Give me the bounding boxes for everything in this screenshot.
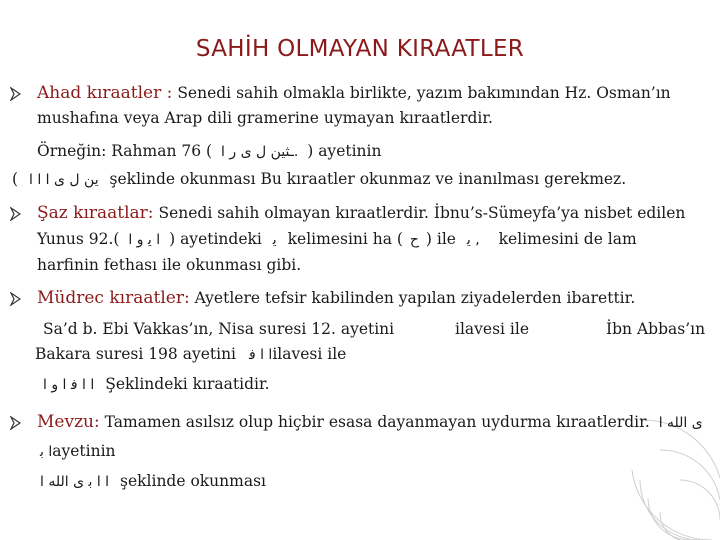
saz-line2-arabic-3: ح [409,232,419,248]
saz-text-1: Senedi sahih olmayan kıraatlerdir. İbnu’s-Sümeyfa’ya nisbet edilen [158,204,686,222]
mudrec-heading: Müdrec kıraatler: [37,288,190,308]
ahad-text-1: Senedi sahih olmakla birlikte, yazım bakımından Hz. Osman’ın [177,84,671,102]
saz-line2-arabic-2: ﻳ [272,232,277,248]
mevzu-line1-arabic: ى الله ا [658,415,703,431]
ahad-line-1 [37,82,671,104]
ahad-line4-arabic: ين ل ى ا ا ا [29,172,99,188]
page-title: SAHİH OLMAYAN KIRAATLER [195,36,525,62]
mudrec-line3-tail: ilavesi ile [272,345,347,363]
ahad-text-2: mushafına veya Arap dili gramerine uymayan kıraatlerdir. [37,109,493,127]
ahad-line4-open: ( [12,170,19,188]
mudrec-line2-c: İbn Abbas’ın [606,320,706,338]
mevzu-line3-text: şeklinde okunması [120,472,266,490]
ahad-example-arabic: ـثين ل ى ر ا. [221,144,299,160]
mudrec-line4-text: Şeklindeki kıraatidir. [105,375,270,393]
saz-line-1 [37,202,685,224]
mevzu-line2-text: ayetinin [52,442,116,460]
mudrec-line-4 [43,373,270,396]
mudrec-line-1 [37,287,635,309]
ahad-example-line [37,140,381,163]
ahad-example-lead: Örneğin: Rahman 76 ( [37,142,213,160]
saz-line2-arabic-4: ﻳ , [466,232,480,248]
saz-line2-mid-2: kelimesini ha ( [287,230,403,248]
ahad-example-tail: ) ayetinin [307,142,382,160]
ahad-line-4 [12,168,626,191]
saz-text-3: harfinin fethası ile okunması gibi. [37,256,302,274]
mudrec-line2-a: Sa’d b. Ebi Vakkas’ın, Nisa suresi 12. ayetini [43,320,395,338]
mevzu-line-2 [40,440,116,463]
arrow-bullet-icon [10,207,21,221]
mevzu-heading: Mevzu: [37,412,100,432]
arrow-bullet-icon [10,292,21,306]
mevzu-line-1 [37,411,703,434]
mudrec-line4-arabic: ا ا ﻓ ا و ا [43,377,95,393]
mudrec-line3-arabic: ا ا ﻓ [248,347,273,363]
arrow-bullet-icon [10,416,21,430]
saz-line2-tail: kelimesini de lam [498,230,637,248]
ahad-line4-text: şeklinde okunması Bu kıraatler okunmaz ve inanılması gerekmez. [109,170,627,188]
mevzu-line2-arabic: ا ﺑ [40,444,53,460]
mudrec-line-3 [35,343,346,366]
saz-heading: Şaz kıraatlar: [37,203,154,223]
saz-line2-lead: Yunus 92.( [37,230,120,248]
mudrec-line3-text: Bakara suresi 198 ayetini [35,345,237,363]
ahad-heading: Ahad kıraatler : [37,83,173,103]
mudrec-line2-b: ilavesi ile [455,320,530,338]
saz-line-2 [37,228,637,251]
saz-line2-arabic-1: ا ﻳ و ا [128,232,161,248]
mevzu-line-3 [40,470,266,493]
saz-line2-mid: ) ayetindeki [169,230,262,248]
arrow-bullet-icon [10,87,21,101]
mevzu-text-1: Tamamen asılsız olup hiçbir esasa dayanmayan uydurma kıraatlerdir. [104,413,650,431]
saz-line2-mid-3: ) ile [425,230,456,248]
mudrec-text-1: Ayetlere tefsir kabilinden yapılan ziyadelerden ibarettir. [194,289,636,307]
mevzu-line3-arabic: ا ا ﺑ ى الله ا [40,474,110,490]
